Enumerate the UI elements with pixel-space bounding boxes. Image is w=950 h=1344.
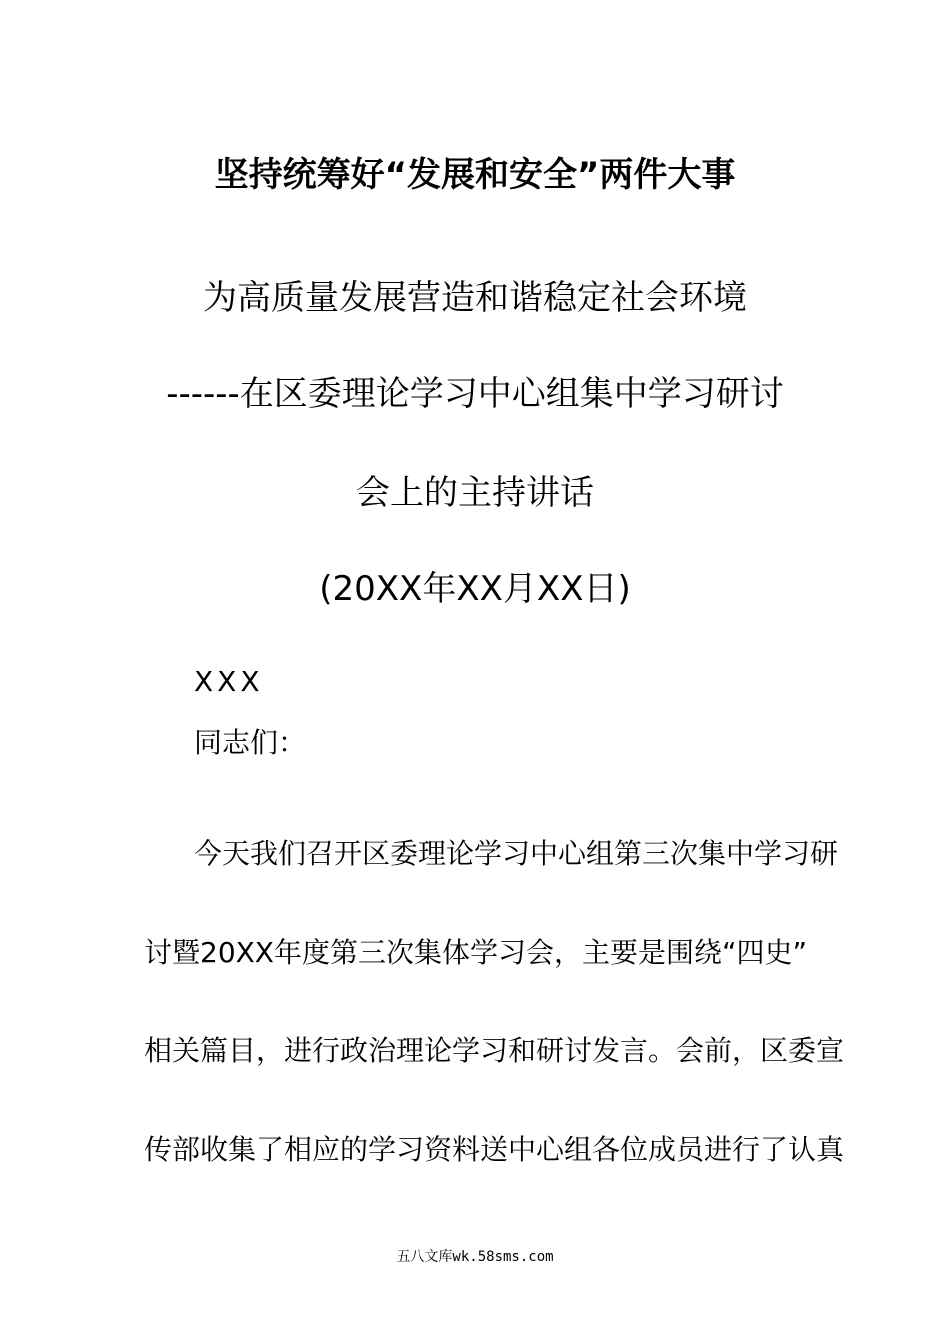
body-line: 传部收集了相应的学习资料送中心组各位成员进行了认真: [144, 1133, 845, 1166]
document-subtitle-line-3: 会上的主持讲话: [356, 473, 594, 513]
salutation: 同志们：: [194, 726, 307, 759]
page-footer-watermark: 五八文库wk.58sms.com: [396, 1249, 554, 1265]
body-line: 相关篇目，进行政治理论学习和研讨发言。会前，区委宣: [144, 1034, 845, 1067]
body-line: 讨暨20XX年度第三次集体学习会，主要是围绕“四史”: [144, 936, 808, 969]
document-author: XXX: [194, 665, 264, 698]
document-title: 坚持统筹好“发展和安全”两件大事: [214, 155, 736, 195]
document-subtitle-line-2: ------在区委理论学习中心组集中学习研讨: [166, 374, 784, 414]
body-line: 今天我们召开区委理论学习中心组第三次集中学习研: [194, 837, 839, 870]
document-date: (20XX年XX月XX日): [319, 569, 631, 609]
document-subtitle-line-1: 为高质量发展营造和谐稳定社会环境: [203, 278, 747, 318]
